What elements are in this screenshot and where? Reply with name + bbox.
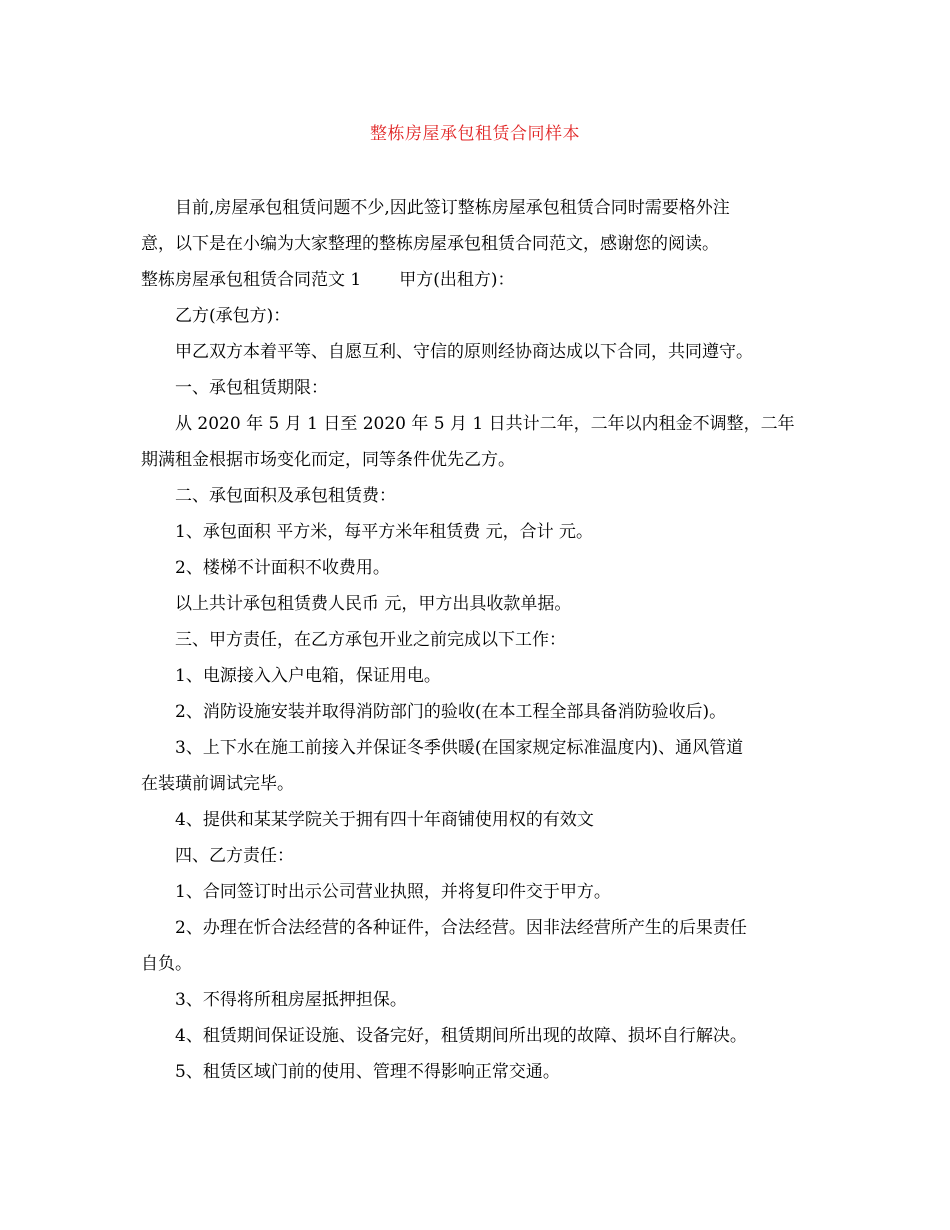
section-2-item-2: 2、楼梯不计面积不收费用。 xyxy=(175,558,390,578)
sample-heading: 整栋房屋承包租赁合同范文 1 xyxy=(141,270,362,290)
agreement-paragraph: 甲乙双方本着平等、自愿互利、守信的原则经协商达成以下合同，共同遵守。 xyxy=(175,342,753,362)
intro-line-1: 目前,房屋承包租赁问题不少,因此签订整栋房屋承包租赁合同时需要格外注 xyxy=(175,198,730,218)
section-3-item-2: 2、消防设施安装并取得消防部门的验收(在本工程全部具备消防验收后)。 xyxy=(175,702,727,722)
sample-heading-line xyxy=(141,262,803,298)
section-3-title: 三、甲方责任，在乙方承包开业之前完成以下工作： xyxy=(175,630,566,650)
section-4-item-2-line-2: 自负。 xyxy=(141,954,192,974)
section-4-item-2-line-1: 2、办理在忻合法经营的各种证件，合法经营。因非法经营所产生的后果责任 xyxy=(175,918,747,938)
document-body xyxy=(141,190,803,1090)
section-1-line-2: 期满租金根据市场变化而定，同等条件优先乙方。 xyxy=(141,450,515,470)
section-4-item-4: 4、租赁期间保证设施、设备完好，租赁期间所出现的故障、损坏自行解决。 xyxy=(175,1026,747,1046)
section-2-item-1: 1、承包面积 平方米，每平方米年租赁费 元，合计 元。 xyxy=(175,522,594,542)
document-title: 整栋房屋承包租赁合同样本 xyxy=(370,124,580,144)
section-2-title: 二、承包面积及承包租赁费： xyxy=(175,486,396,506)
section-3-item-1: 1、电源接入入户电箱，保证用电。 xyxy=(175,666,441,686)
section-3-item-3-line-1: 3、上下水在施工前接入并保证冬季供暖(在国家规定标准温度内)、通风管道 xyxy=(175,738,744,758)
section-2-total: 以上共计承包租赁费人民币 元，甲方出具收款单据。 xyxy=(175,594,572,614)
section-4-title: 四、乙方责任： xyxy=(175,846,294,866)
section-3-item-3-line-2: 在装璜前调试完毕。 xyxy=(141,774,294,794)
party-a-label: 甲方(出租方)： xyxy=(399,270,515,290)
section-4-item-3: 3、不得将所租房屋抵押担保。 xyxy=(175,990,407,1010)
section-1-title: 一、承包租赁期限： xyxy=(175,378,328,398)
intro-line-2: 意，以下是在小编为大家整理的整栋房屋承包租赁合同范文，感谢您的阅读。 xyxy=(141,234,719,254)
party-b-label: 乙方(承包方)： xyxy=(175,306,291,326)
section-4-item-5: 5、租赁区域门前的使用、管理不得影响正常交通。 xyxy=(175,1062,560,1082)
section-4-item-1: 1、合同签订时出示公司营业执照，并将复印件交于甲方。 xyxy=(175,882,611,902)
section-1-line-1: 从 2020 年 5 月 1 日至 2020 年 5 月 1 日共计二年，二年以内租金不调整，二年 xyxy=(175,414,795,434)
section-3-item-4: 4、提供和某某学院关于拥有四十年商铺使用权的有效文 xyxy=(175,810,594,830)
